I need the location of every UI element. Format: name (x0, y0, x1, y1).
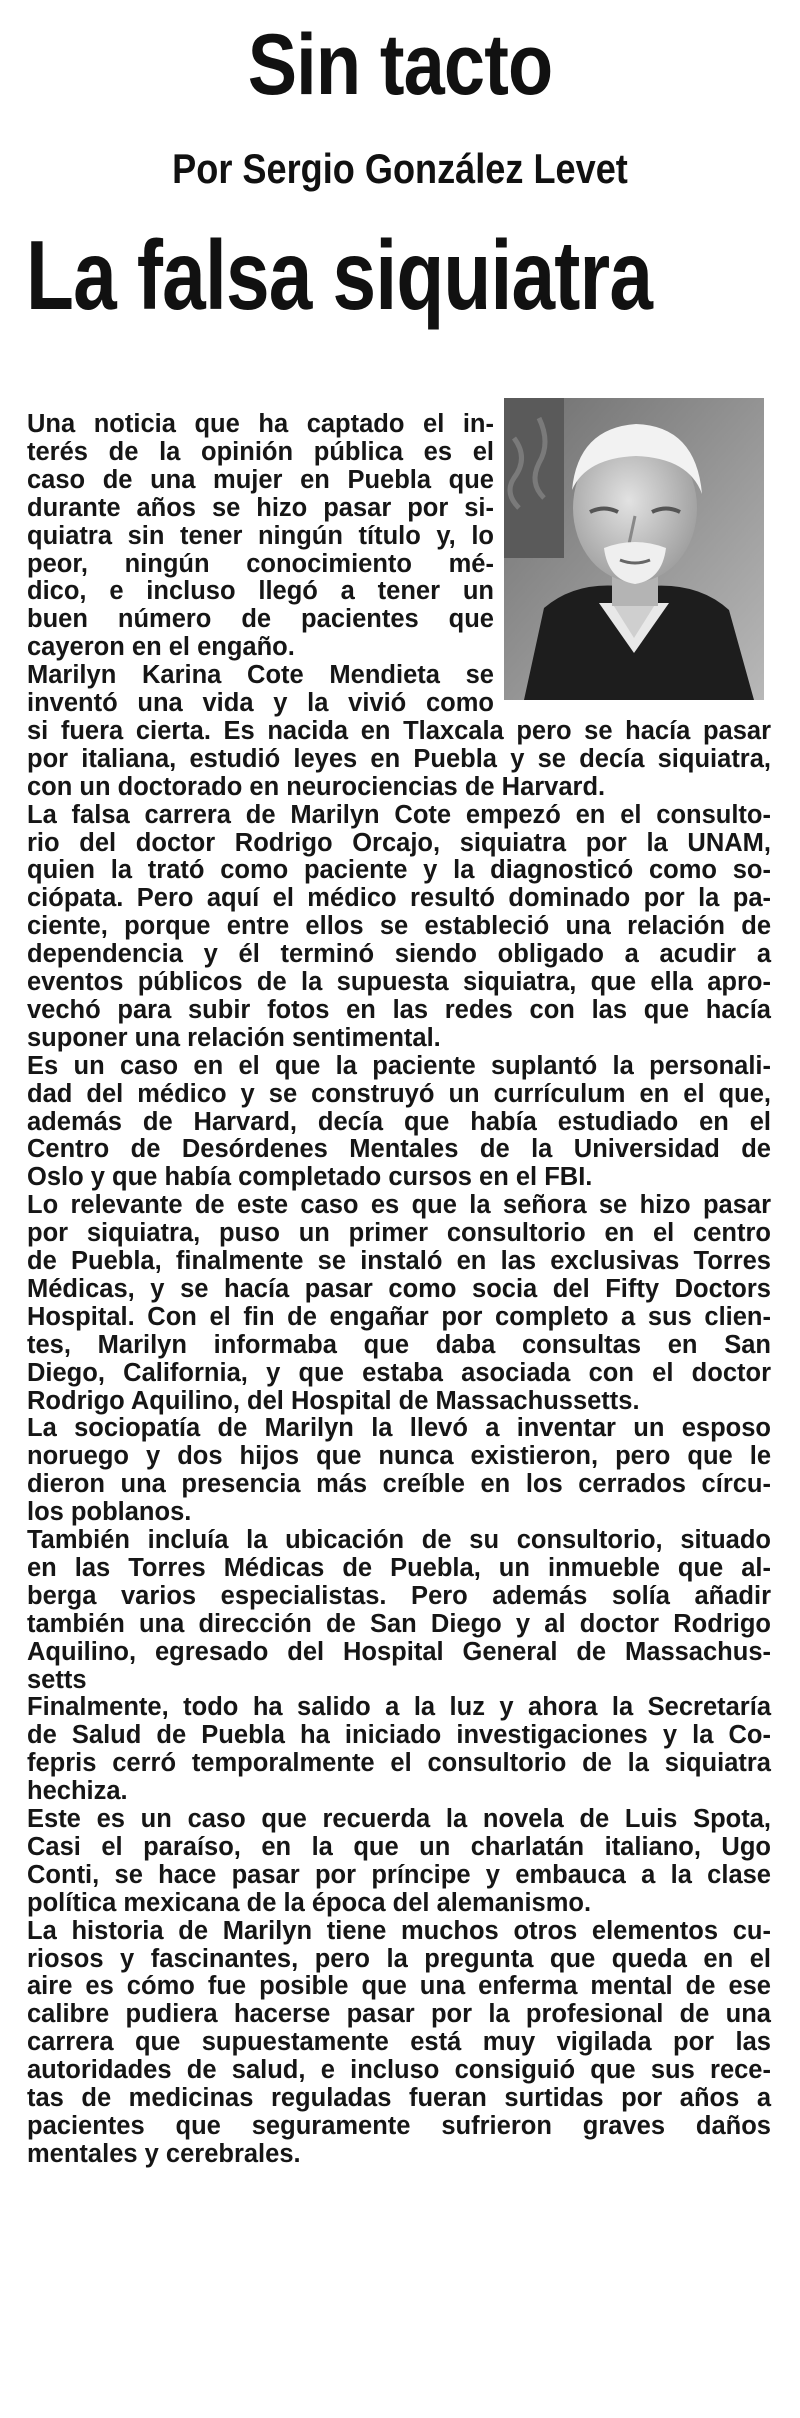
article-line: suponer una relación sentimental. (27, 1023, 441, 1052)
article-line: por siquiatra, puso un primer consultorio en el centro (27, 1219, 771, 1248)
article-line: peor, ningún conocimiento mé- (27, 549, 494, 578)
article-line: Oslo y que había completado cursos en el FBI. (27, 1163, 593, 1192)
article-line: tes, Marilyn informaba que daba consultas en San (27, 1330, 771, 1359)
article-line: Diego, California, y que estaba asociada con el doctor (27, 1358, 771, 1387)
article-line: tas de medicinas reguladas fueran surtidas por años a (27, 2084, 771, 2112)
article-line: aire es cómo fue posible que una enferma mental de ese (27, 1972, 771, 2001)
article-line: quiatra sin tener ningún título y, lo (27, 521, 494, 550)
article-line: Finalmente, todo ha salido a la luz y ahora la Secretaría (27, 1693, 771, 1722)
article-line: en las Torres Médicas de Puebla, un inmueble que al- (27, 1553, 771, 1582)
article-line: Aquilino, egresado del Hospital General de Massachus- (27, 1637, 771, 1666)
article-line: También incluía la ubicación de su consultorio, situado (27, 1526, 771, 1554)
article-line: rio del doctor Rodrigo Orcajo, siquiatra por la UNAM, (27, 828, 771, 857)
article-line: Rodrigo Aquilino, del Hospital de Massachussetts. (27, 1386, 640, 1415)
article-line: fepris cerró temporalmente el consultorio de la siquiatra (27, 1749, 771, 1778)
article-line: buen número de pacientes que (27, 605, 494, 634)
article-line: La historia de Marilyn tiene muchos otros elementos cu- (27, 1916, 771, 1945)
article-line: eventos públicos de la supuesta siquiatra, que ella apro- (27, 968, 771, 996)
article-line: dependencia y él terminó siendo obligado a acudir a (27, 940, 771, 969)
article-line: política mexicana de la época del alemanismo. (27, 1888, 592, 1917)
article-line: Lo relevante de este caso es que la señora se hizo pasar (27, 1191, 771, 1220)
article-line: Es un caso en el que la paciente suplantó la personali- (27, 1051, 771, 1080)
article-line: si fuera cierta. Es nacida en Tlaxcala pero se hacía pasar (27, 716, 771, 745)
article-headline: La falsa siquiatra (26, 220, 653, 330)
article-line: además de Harvard, decía que había estudiado en el (27, 1107, 771, 1136)
article-line: durante años se hizo pasar por si- (27, 493, 494, 522)
author-byline: Por Sergio González Levet (172, 145, 628, 192)
article-line: Conti, se hace pasar por príncipe y embauca a la clase (27, 1860, 771, 1889)
article-line: Este es un caso que recuerda la novela de Luis Spota, (27, 1805, 771, 1833)
article-line: pacientes que seguramente sufrieron graves daños (27, 2111, 771, 2140)
article-line: La falsa carrera de Marilyn Cote empezó en el consulto- (27, 800, 771, 829)
article-line: Hospital. Con el fin de engañar por completo a sus clien- (27, 1302, 771, 1331)
article-line: de Salud de Puebla ha iniciado investigaciones y la Co- (27, 1721, 771, 1750)
article-line: dieron una presencia más creíble en los cerrados círcu- (27, 1470, 771, 1499)
article-line: ciópata. Pero aquí el médico resultó dominado por la pa- (27, 884, 771, 913)
article-line: Casi el paraíso, en la que un charlatán italiano, Ugo (27, 1832, 771, 1861)
article-line: con un doctorado en neurociencias de Harvard. (27, 772, 606, 801)
article-line: de Puebla, finalmente se instaló en las exclusivas Torres (27, 1247, 771, 1275)
article-line: setts (27, 1665, 87, 1694)
article-line: hechiza. (27, 1777, 128, 1806)
article-line: quien la trató como paciente y la diagnosticó como so- (27, 856, 771, 885)
article-line: autoridades de salud, e incluso consiguió que sus rece- (27, 2056, 771, 2085)
article-line: berga varios especialistas. Pero además solía añadir (27, 1581, 771, 1610)
article-line: Una noticia que ha captado el in- (27, 410, 494, 438)
article-line: vechó para subir fotos en las redes con las que hacía (27, 995, 771, 1024)
article-line: mentales y cerebrales. (27, 2139, 301, 2168)
article-line: dad del médico y se construyó un currículum en el que, (27, 1079, 771, 1108)
article-line: Centro de Desórdenes Mentales de la Universidad de (27, 1135, 771, 1164)
article-line: cayeron en el engaño. (27, 633, 295, 662)
article-line: por italiana, estudió leyes en Puebla y se decía siquiatra, (27, 744, 771, 773)
column-name: Sin tacto (247, 17, 553, 113)
article-line: Médicas, y se hacía pasar como socia del Fifty Doctors (27, 1274, 771, 1303)
article-line: carrera que supuestamente está muy vigilada por las (27, 2028, 771, 2057)
article-line: Marilyn Karina Cote Mendieta se (27, 661, 494, 690)
article-line: calibre pudiera hacerse pasar por la profesional de una (27, 2000, 771, 2029)
article-line: inventó una vida y la vivió como (27, 689, 494, 717)
article-line: noruego y dos hijos que nunca existieron, pero que le (27, 1442, 771, 1471)
article-line: también una dirección de San Diego y al doctor Rodrigo (27, 1609, 771, 1638)
article-line: La sociopatía de Marilyn la llevó a inventar un esposo (27, 1414, 771, 1443)
article-line: los poblanos. (27, 1498, 192, 1527)
author-photo (504, 398, 764, 700)
article-line: terés de la opinión pública es el (27, 437, 494, 466)
article-line: ciente, porque entre ellos se estableció una relación de (27, 912, 771, 941)
article-line: dico, e incluso llegó a tener un (27, 577, 494, 606)
article-line: riosos y fascinantes, pero la pregunta que queda en el (27, 1944, 771, 1973)
article-line: caso de una mujer en Puebla que (27, 465, 494, 494)
